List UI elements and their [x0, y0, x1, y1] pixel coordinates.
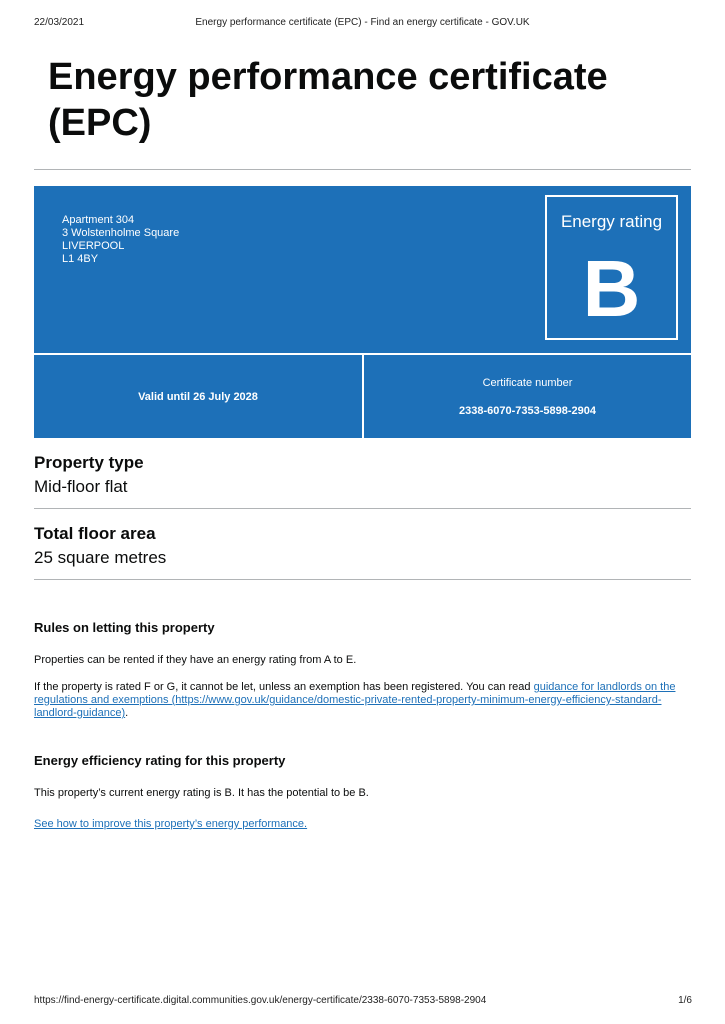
floor-area-value: 25 square metres: [34, 548, 167, 567]
address-town: LIVERPOOL: [62, 240, 125, 252]
valid-until: Valid until 26 July 2028: [138, 391, 258, 403]
certificate-number-label: Certificate number: [482, 377, 573, 389]
print-document-title: Energy performance certificate (EPC) - Find an energy certificate - GOV.UK: [195, 17, 530, 28]
divider: [34, 579, 691, 580]
print-footer: [0, 995, 725, 1009]
epc-summary-panel: [34, 186, 691, 353]
print-date: 22/03/2021: [34, 17, 85, 28]
address-postcode: L1 4BY: [62, 253, 99, 265]
exemption-text-end: .: [125, 707, 129, 719]
divider: [34, 169, 691, 170]
floor-area-heading: Total floor area: [34, 524, 156, 543]
certificate-number: 2338-6070-7353-5898-2904: [458, 405, 596, 417]
efficiency-rating-heading: Energy efficiency rating for this property: [34, 753, 286, 768]
property-type-value: Mid-floor flat: [34, 477, 128, 496]
landlord-guidance-link[interactable]: guidance for landlords on the regulations and exemptions (https://www.gov.uk/guidance/domestic-private-rented-property-minimum-energy-efficiency-standard-landlord-guidance): [34, 681, 676, 719]
exemption-text-body: If the property is rated F or G, it cannot be let, unless an exemption has been registered. You can read: [34, 681, 534, 693]
efficiency-rating-text: This property’s current energy rating is B. It has the potential to be B.: [34, 787, 369, 799]
letting-rules-text: Properties can be rented if they have an energy rating from A to E.: [34, 654, 357, 666]
property-type-heading: Property type: [34, 453, 144, 472]
energy-rating-label: Energy rating: [560, 212, 663, 231]
page-number: 1/6: [678, 995, 692, 1006]
property-address: [62, 214, 179, 266]
divider: [34, 508, 691, 509]
letting-rules-heading: Rules on letting this property: [34, 620, 215, 635]
exemption-text: [34, 681, 682, 720]
print-header: [0, 17, 725, 31]
validity-panel: [34, 355, 362, 438]
print-url: https://find-energy-certificate.digital.communities.gov.uk/energy-certificate/2338-6070-7353-5898-2904: [34, 995, 487, 1006]
page-title: Energy performance certificate (EPC): [48, 56, 608, 144]
certificate-panel: [364, 355, 691, 438]
address-line-1: Apartment 304: [62, 214, 135, 226]
address-line-2: 3 Wolstenholme Square: [62, 227, 180, 239]
energy-rating-letter: B: [582, 244, 641, 333]
energy-rating-box: [545, 195, 678, 340]
improve-performance-paragraph: [34, 818, 682, 831]
improve-performance-link[interactable]: See how to improve this property’s energy performance.: [34, 818, 308, 830]
